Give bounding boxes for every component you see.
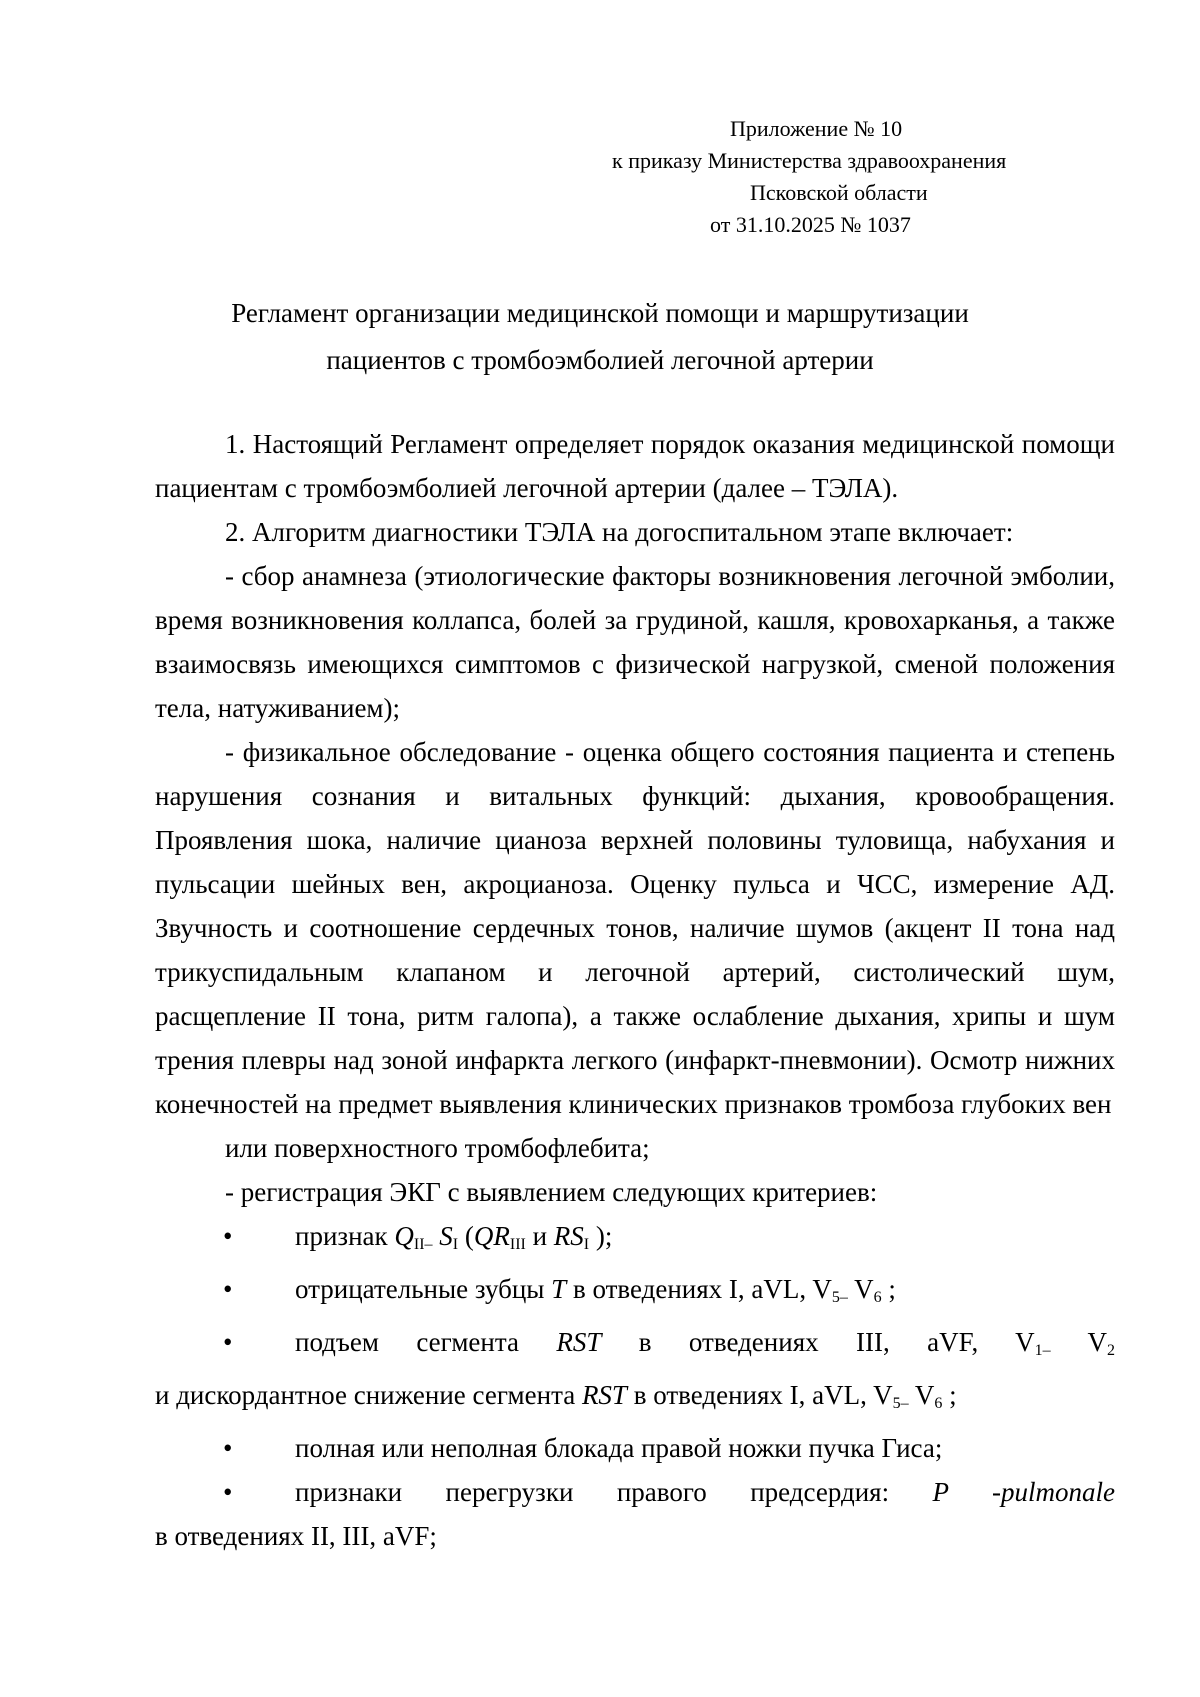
bullet-icon: • [223,1274,233,1304]
bullet-item-5 [155,1470,1115,1558]
document-body [155,422,1115,1558]
appendix-region: Псковской области [750,180,928,205]
title-line-1: Регламент организации медицинской помощи и маршрутизации [231,298,969,328]
bullet-item-3-line-1: • подъем сегмента RST в отведениях III, aVF, $V_{1-}$ $V_2$ [155,1320,1115,1373]
appendix-date: от 31.10.2025 № 1037 [710,212,911,237]
title-line-2: пациентов с тромбоэмболией легочной артерии [326,345,874,375]
bullet-item-5-line-1: • признаки перегрузки правого предсердия: P -pulmonale [155,1470,1115,1514]
document-title [150,290,1050,384]
paragraph-physical-exam: - физикальное обследование - оценка общего состояния пациента и степень нарушения сознания и витальных функций: дыхания, кровообращения. Проявления шока, наличие цианоза верхней половины туловища, набухания и пульсации шейных вен, акроцианоза. Оценку пульса и ЧСС, измерение АД. Звучность и соотношение сердечных тонов, наличие шумов (акцент II тона над трикуспидальным клапаном и легочной артерий, систолический шум, расщепление II тона, ритм галопа), а также ослабление дыхания, хрипы и шум трения плевры над зоной инфаркта легкого (инфаркт-пневмонии). Осмотр нижних конечностей на предмет выявления клинических признаков тромбоза глубоких вен [155,737,1115,1119]
bullet-item-5-line-2: в отведениях II, III, aVF; [155,1521,437,1551]
bullet-item-2: • отрицательные зубцы T в отведениях I, aVL, $V_{5-}$ $V_6$ ; [155,1267,1115,1320]
bullet-icon: • [223,1433,233,1463]
paragraph-anamnesis: - сбор анамнеза (этиологические факторы возникновения легочной эмболии, время возникновения коллапса, болей за грудиной, кашля, кровохарканья, а также взаимосвязь имеющихся симптомов с физической нагрузкой, сменой положения тела, натуживанием); [155,561,1115,723]
bullet-item-3 [155,1320,1115,1426]
paragraph-physical-exam-cont: или поверхностного тромбофлебита; [225,1133,650,1163]
bullet-item-3-line-2: и дискордантное снижение сегмента RST в отведениях I, aVL, $V_{5-}$ $V_6$ ; [155,1380,957,1412]
paragraph-2: 2. Алгоритм диагностики ТЭЛА на догоспитальном этапе включает: [225,517,1014,547]
bullet-icon: • [223,1327,233,1357]
appendix-order: к приказу Министерства здравоохранения [612,148,1007,173]
bullet-icon: • [223,1221,233,1251]
appendix-number: Приложение № 10 [730,116,903,141]
bullet-item-4: • полная или неполная блокада правой ножки пучка Гиса; [155,1426,1115,1470]
bullet-item-1: • признак $Q_{II-}$ $S_I$ ($QR_{III}$ и $RS_I$ ); [155,1214,1115,1267]
paragraph-ecg: - регистрация ЭКГ с выявлением следующих критериев: [225,1177,878,1207]
bullet-icon: • [223,1477,233,1507]
paragraph-1: 1. Настоящий Регламент определяет порядок оказания медицинской помощи пациентам с тромбоэмболией легочной артерии (далее – ТЭЛА). [155,429,1115,503]
